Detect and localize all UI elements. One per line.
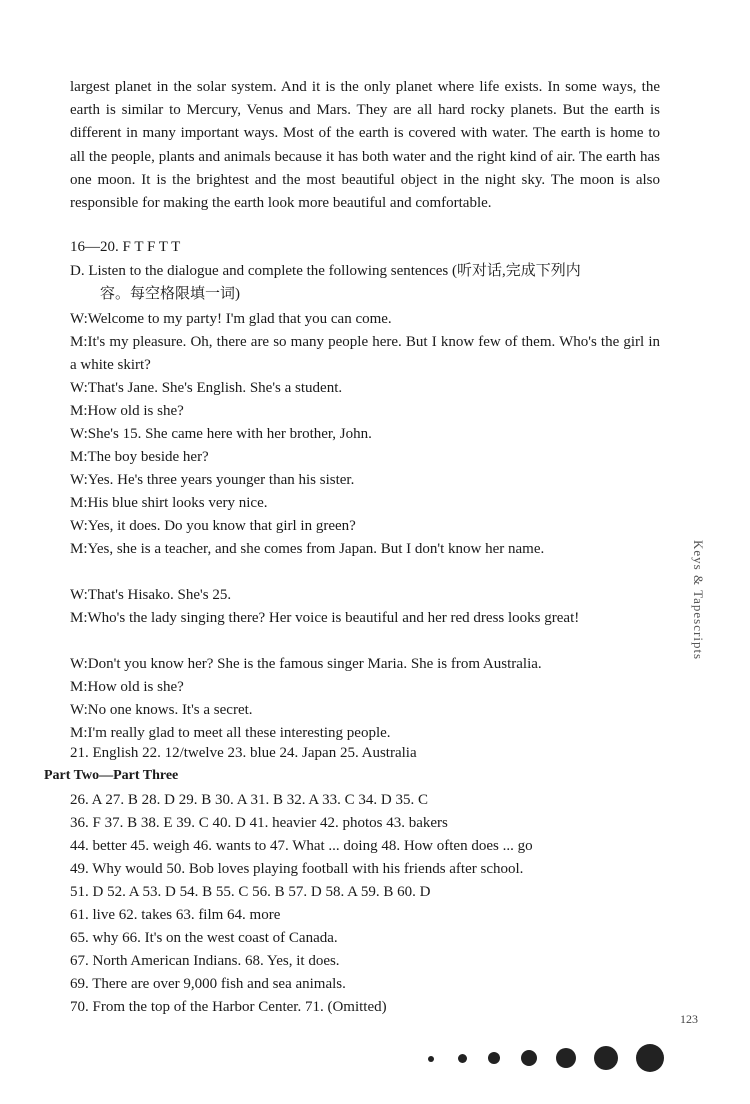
speaker-label: M: xyxy=(70,679,88,695)
speaker-label: M: xyxy=(70,403,88,419)
passage-text: largest planet in the solar system. And it is the only planet where life exists. In some ways, the earth is similar to Mercury, Venus and Mars. They are all hard rocky planets. But the earth is different in many important ways. Most of the earth is covered with water. The earth is home to all the people, plants and animals because it has both water and the right kind of air. The earth has one moon. It is the brightest and the most beautiful object in the night sky. The moon is also responsible for making the earth look more beautiful and comfortable. xyxy=(70,79,660,212)
dialogue-text: Yes, it does. Do you know that girl in green? xyxy=(87,518,356,534)
section-d-title-line2: 容。每空格限填一词) xyxy=(100,286,240,302)
dialogue-text: Don't you know her? She is the famous singer Maria. She is from Australia. xyxy=(87,656,542,672)
speaker-label: W: xyxy=(70,587,88,603)
page-number: 123 xyxy=(680,1012,698,1026)
speaker-label: W: xyxy=(70,702,88,718)
answer-line: 70. From the top of the Harbor Center. 71. (Omitted) xyxy=(70,999,387,1015)
dialogue-text: No one knows. It's a secret. xyxy=(87,702,253,718)
speaker-label: M: xyxy=(70,495,88,511)
dialogue-line xyxy=(70,584,660,607)
dialogue-text: She's 15. She came here with her brother, John. xyxy=(87,426,372,442)
dialogue-text: That's Jane. She's English. She's a student. xyxy=(87,380,343,396)
answers-21-25: 21. English 22. 12/twelve 23. blue 24. Japan 25. Australia xyxy=(70,745,417,761)
dialogue-line xyxy=(70,308,660,331)
dialogue-line xyxy=(70,400,660,423)
answers-16-20: 16—20. F T F T T xyxy=(70,239,181,255)
dialogue-line xyxy=(70,699,660,722)
speaker-label: W: xyxy=(70,518,88,534)
decor-dot xyxy=(556,1048,576,1068)
answer-line: 44. better 45. weigh 46. wants to 47. What ... doing 48. How often does ... go xyxy=(70,838,533,854)
speaker-label: M: xyxy=(70,449,88,465)
speaker-label: M: xyxy=(70,541,88,557)
dialogue-text: Yes, she is a teacher, and she comes from Japan. But I don't know her name. xyxy=(87,541,545,557)
decor-dot xyxy=(458,1054,467,1063)
answer-line: 65. why 66. It's on the west coast of Canada. xyxy=(70,930,338,946)
speaker-label: W: xyxy=(70,472,88,488)
side-section-label: Keys & Tapescripts xyxy=(691,540,706,661)
dialogue-text: Welcome to my party! I'm glad that you can come. xyxy=(87,311,392,327)
dialogue-text: The boy beside her? xyxy=(87,449,209,465)
answer-line: 51. D 52. A 53. D 54. B 55. C 56. B 57. D 58. A 59. B 60. D xyxy=(70,884,431,900)
speaker-label: W: xyxy=(70,426,88,442)
speaker-label: W: xyxy=(70,380,88,396)
dialogue-line xyxy=(70,331,660,377)
dialogue-line xyxy=(70,607,660,630)
dialogue-text: Yes. He's three years younger than his sister. xyxy=(87,472,355,488)
dialogue-line xyxy=(70,515,660,538)
dialogue-line xyxy=(70,722,660,745)
speaker-label: W: xyxy=(70,656,88,672)
dialogue-line xyxy=(70,676,660,699)
dialogue-line xyxy=(70,492,660,515)
decor-dot xyxy=(428,1056,434,1062)
decor-dot xyxy=(594,1046,618,1070)
dialogue-text: It's my pleasure. Oh, there are so many people here. But I know few of them. Who's the girl in a white skirt? xyxy=(70,334,660,373)
dialogue-text: His blue shirt looks very nice. xyxy=(87,495,268,511)
dialogue-text: I'm really glad to meet all these interesting people. xyxy=(87,725,391,741)
answer-line: 69. There are over 9,000 fish and sea animals. xyxy=(70,976,346,992)
dialogue-line xyxy=(70,653,660,676)
answer-line: 49. Why would 50. Bob loves playing football with his friends after school. xyxy=(70,861,524,877)
dialogue-text: How old is she? xyxy=(87,403,184,419)
dialogue-line xyxy=(70,423,660,446)
dialogue-line xyxy=(70,377,660,400)
dialogue-line xyxy=(70,538,660,561)
speaker-label: M: xyxy=(70,610,88,626)
dialogue-line xyxy=(70,469,660,492)
answer-line: 26. A 27. B 28. D 29. B 30. A 31. B 32. A 33. C 34. D 35. C xyxy=(70,792,428,808)
section-d-title-line1: D. Listen to the dialogue and complete the following sentences (听对话,完成下列内 xyxy=(70,263,581,279)
speaker-label: M: xyxy=(70,725,88,741)
dialogue-text: That's Hisako. She's 25. xyxy=(87,587,232,603)
dialogue-text: How old is she? xyxy=(87,679,184,695)
part-heading: Part Two—Part Three xyxy=(44,768,179,783)
speaker-label: W: xyxy=(70,311,88,327)
decor-dot xyxy=(521,1050,537,1066)
decor-dot xyxy=(488,1052,500,1064)
decor-dot xyxy=(636,1044,664,1072)
answer-line: 61. live 62. takes 63. film 64. more xyxy=(70,907,281,923)
answer-line: 36. F 37. B 38. E 39. C 40. D 41. heavier 42. photos 43. bakers xyxy=(70,815,448,831)
dialogue-text: Who's the lady singing there? Her voice is beautiful and her red dress looks great! xyxy=(87,610,580,626)
speaker-label: M: xyxy=(70,334,88,350)
answer-line: 67. North American Indians. 68. Yes, it does. xyxy=(70,953,340,969)
dialogue-line xyxy=(70,446,660,469)
